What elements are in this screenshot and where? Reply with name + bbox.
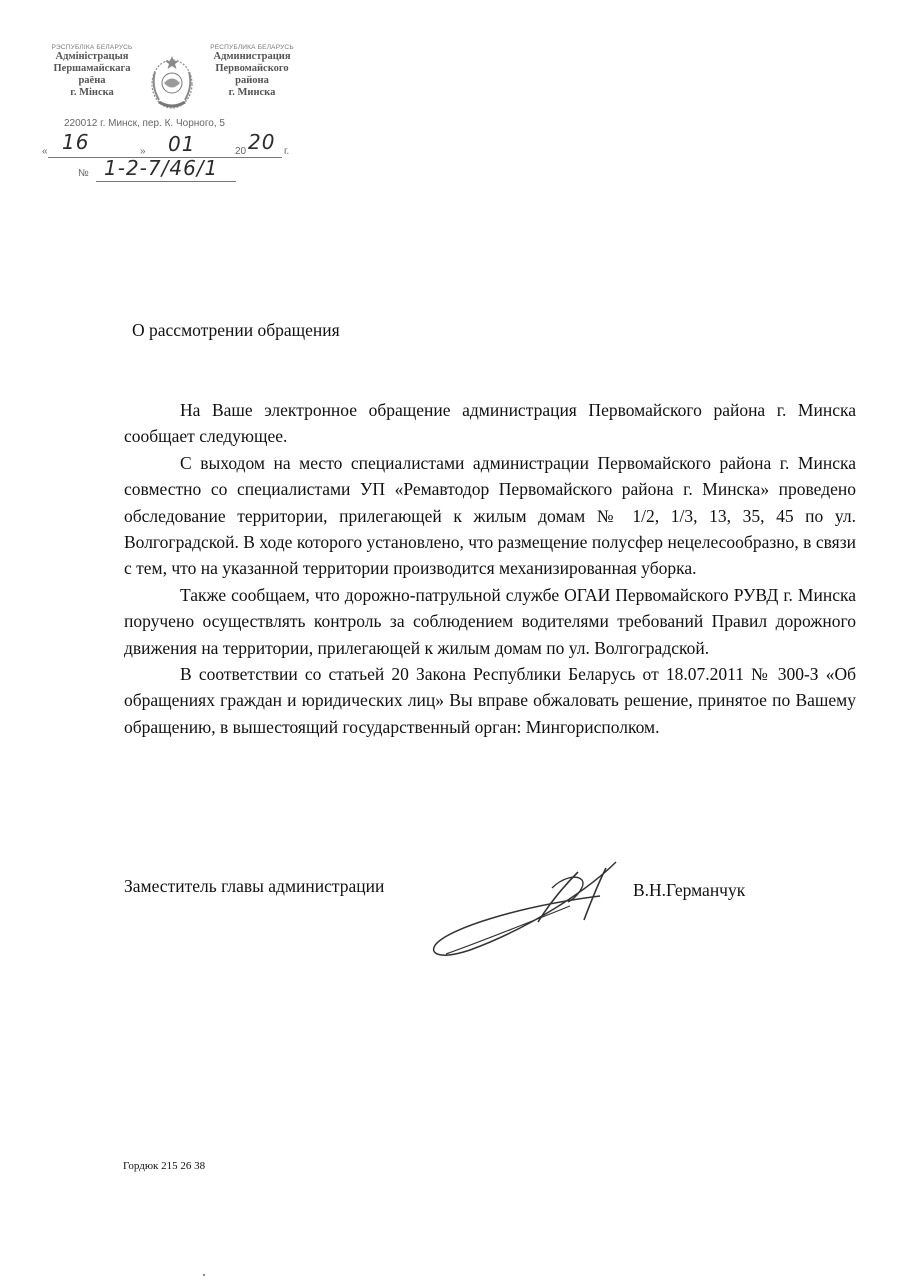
paragraph-traffic-control: Также сообщаем, что дорожно-патрульной службе ОГАИ Первомайского РУВД г. Минска поручено осуществлять контроль за соблюдением водителями требований Правил дорожного движения на территории, прилегающей к жилым домам по ул. Волгоградской. [124, 584, 856, 658]
date-year: 20 [248, 130, 276, 154]
scan-speck [203, 1274, 205, 1276]
letter-body [124, 397, 856, 740]
signatory-name: В.Н.Германчук [633, 880, 746, 900]
letterhead-country-ru: РЕСПУБЛИКА БЕЛАРУСЬ [210, 44, 294, 51]
date-close-quote: » [140, 146, 146, 157]
paragraph-inspection: С выходом на место специалистами администрации Первомайского района г. Минска совместно со специалистами УП «Ремавтодор Первомайского района г. Минска» проведено обследование территории, прилегающей к жилым домам № 1/2, 1/3, 13, 35, 45 по ул. Волгоградской. В ходе которого установлено, что размещение полусфер нецелесообразно, в связи с тем, что на указанной территории производится механизированная уборка. [124, 452, 856, 579]
date-year-prefix: 20 [235, 146, 247, 157]
date-suffix: г. [284, 146, 290, 157]
date-open-quote: « [42, 146, 48, 157]
paragraph-intro: На Ваше электронное обращение администрация Первомайского района г. Минска сообщает следующее. [124, 400, 856, 447]
number-underline [96, 181, 236, 182]
letterhead-address: 220012 г. Минск, пер. К. Чорного, 5 [64, 118, 225, 129]
letterhead-stamp [42, 44, 302, 144]
date-day: 16 [62, 130, 90, 154]
handwritten-signature-icon [410, 850, 670, 970]
letterhead-org-ru: Администрация Первомайского района г. Минска [213, 51, 291, 98]
state-emblem-icon [145, 52, 199, 112]
executor-note: Гордюк 215 26 38 [123, 1160, 206, 1172]
letterhead-russian [202, 44, 302, 99]
letterhead-belarusian [42, 44, 142, 99]
number-prefix: № [78, 168, 89, 179]
paragraph-appeal-rights: В соответствии со статьей 20 Закона Республики Беларусь от 18.07.2011 № 300-З «Об обращениях граждан и юридических лиц» Вы вправе обжаловать решение, принятое по Вашему обращению, в вышестоящий государственный орган: Мингорисполком. [124, 664, 856, 737]
registration-number: 1-2-7/46/1 [104, 156, 219, 180]
date-month: 01 [168, 132, 196, 156]
signatory-title: Заместитель главы администрации [124, 876, 385, 896]
letterhead-org-by: Адміністрацыя Першамайскага раёна г. Мінска [53, 51, 131, 98]
letter-subject: О рассмотрении обращения [132, 320, 340, 340]
letterhead-country-by: РЭСПУБЛІКА БЕЛАРУСЬ [51, 44, 133, 51]
